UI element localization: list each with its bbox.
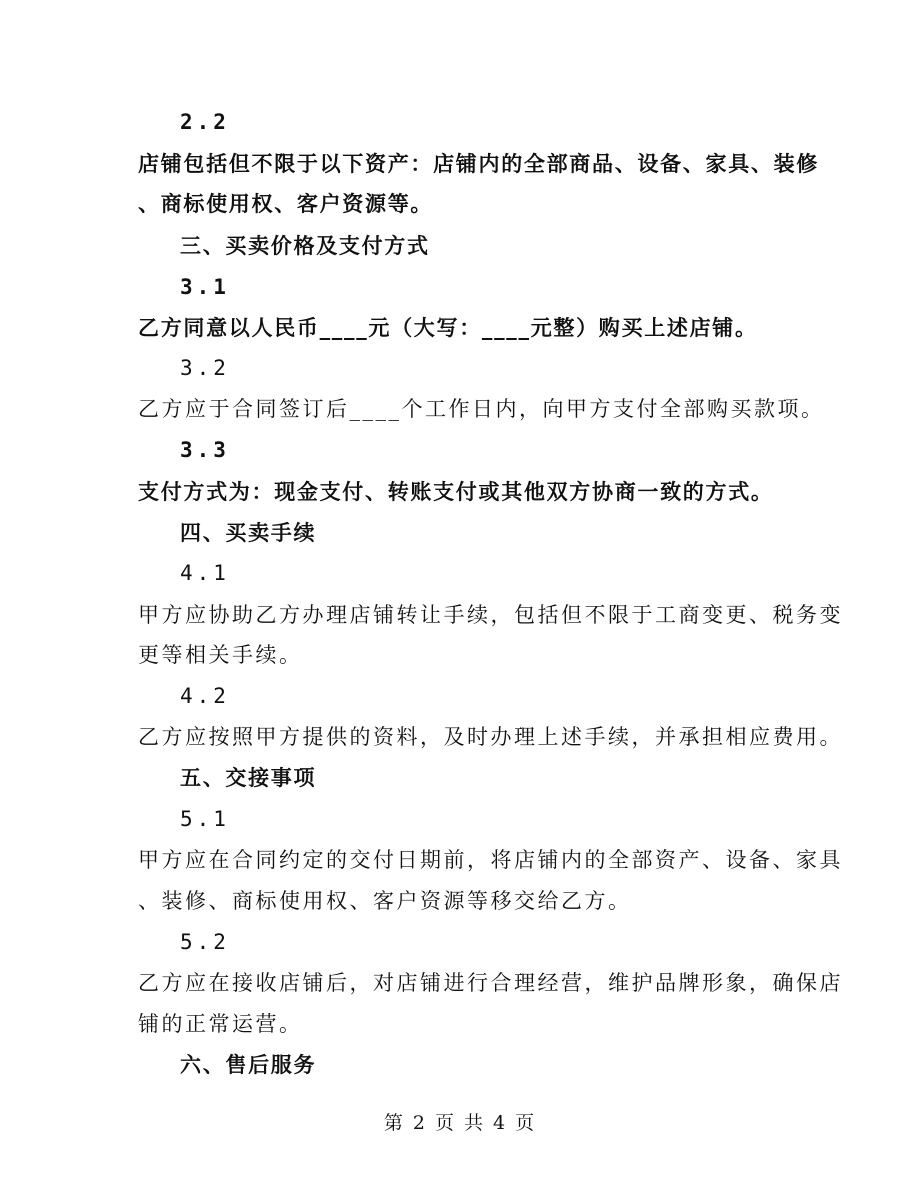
clause-text: 乙方同意以人民币____元（大写：____元整）购买上述店铺。	[138, 316, 758, 340]
section-heading: 三、买卖价格及支付方式	[180, 234, 430, 258]
section-heading: 五、交接事项	[180, 766, 317, 790]
clause-text: 乙方应按照甲方提供的资料，及时办理上述手续，并承担相应费用。	[138, 725, 843, 749]
clause-number: 4.1	[180, 561, 230, 585]
clause-text: 乙方应于合同签订后____个工作日内，向甲方支付全部购买款项。	[138, 397, 825, 421]
clause-number: 2.2	[180, 110, 230, 134]
clause-number: 3.2	[180, 356, 230, 380]
page-number-footer: 第 2 页 共 4 页	[383, 1112, 537, 1134]
clause-text: 铺的正常运营。	[138, 1012, 303, 1036]
section-heading: 四、买卖手续	[180, 521, 317, 545]
clause-number: 4.2	[180, 684, 230, 708]
clause-text: 、商标使用权、客户资源等。	[138, 192, 434, 216]
clause-text: 更等相关手续。	[138, 643, 303, 667]
clause-text: 甲方应在合同约定的交付日期前，将店铺内的全部资产、设备、家具	[138, 848, 843, 872]
clause-number: 5.1	[180, 807, 230, 831]
clause-text: 、装修、商标使用权、客户资源等移交给乙方。	[138, 889, 632, 913]
clause-text: 乙方应在接收店铺后，对店铺进行合理经营，维护品牌形象，确保店	[138, 971, 843, 995]
clause-number: 5.2	[180, 930, 230, 954]
section-heading: 六、售后服务	[180, 1053, 317, 1077]
clause-text: 甲方应协助乙方办理店铺转让手续，包括但不限于工商变更、税务变	[138, 603, 843, 627]
clause-text: 支付方式为：现金支付、转账支付或其他双方协商一致的方式。	[138, 480, 774, 504]
clause-number: 3.1	[180, 275, 230, 299]
clause-text: 店铺包括但不限于以下资产：店铺内的全部商品、设备、家具、装修	[138, 152, 819, 176]
clause-number: 3.3	[180, 438, 230, 462]
